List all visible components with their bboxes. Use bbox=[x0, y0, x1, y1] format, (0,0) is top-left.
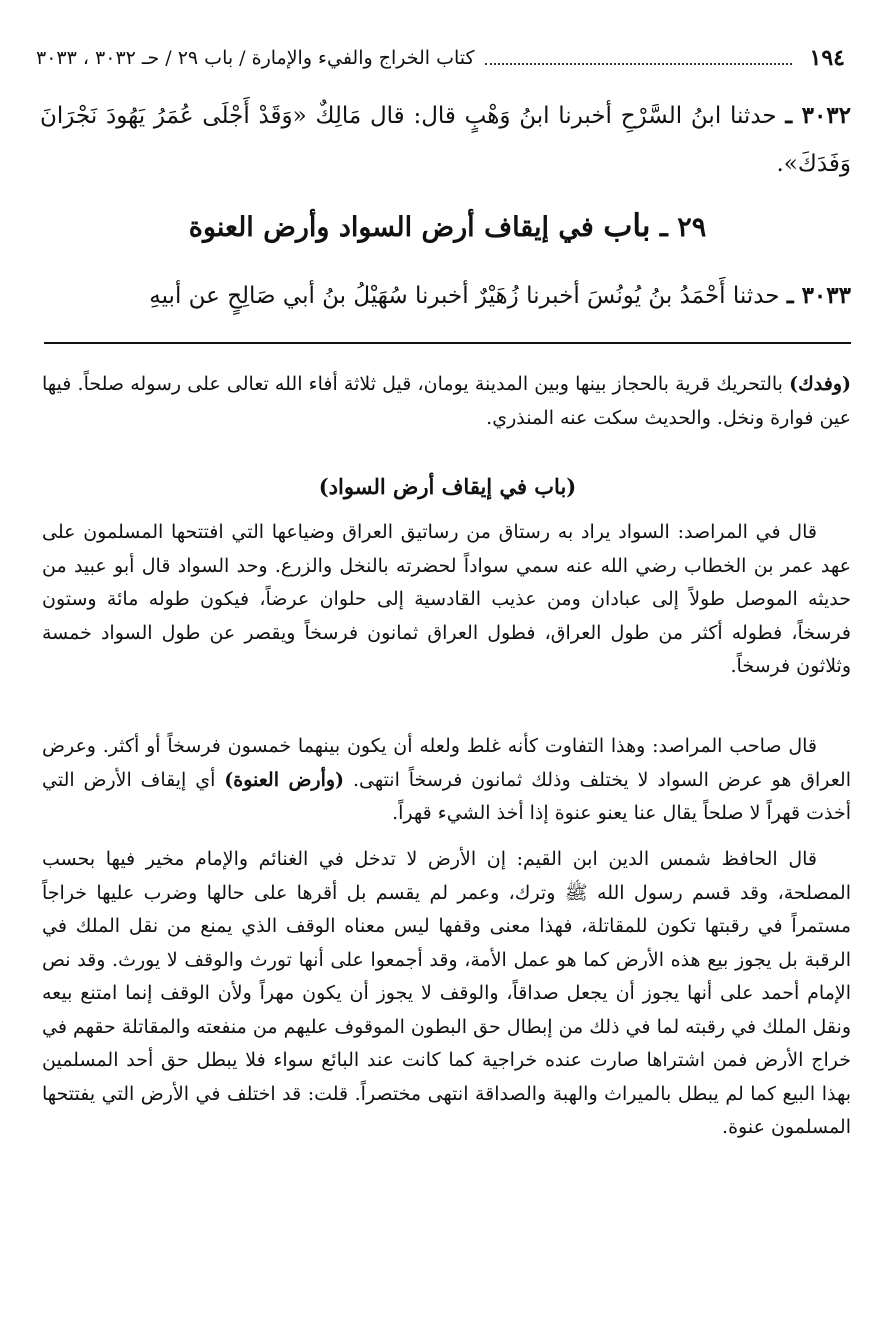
paragraph-tafawut-a: قال صاحب المراصد: وهذا التفاوت كأنه غلط ولعله أن يكون بينهما خمسون فرسخاً أو أكثر. وعرض العراق هو عرض السواد لا يختلف وذلك ثمانون فرسخاً انتهى. bbox=[42, 735, 851, 791]
commentary-ibn-qayyim bbox=[42, 843, 851, 1145]
header-title: كتاب الخراج والفيء والإمارة / باب ٢٩ / حـ ٣٠٣٢ ، ٣٠٣٣ bbox=[36, 47, 475, 69]
hadith-number: ٣٠٣٣ ـ bbox=[786, 282, 851, 309]
chapter-bab-word: باب bbox=[603, 208, 651, 244]
paragraph-sawad: قال في المراصد: السواد يراد به رستاق من رساتيق العراق وضياعها التي افتتحها المسلمون على عهد عمر بن الخطاب رضي الله عنه سمي سواداً لحضرته بالنخل والزرع. وحد السواد قال أبو عبيد من حديثه الموصل طولاً إلى عبادان ومن عذيب القادسية إلى حلوان عرضاً، فيكون طوله مائة وستون فرسخاً، فطوله أكثر من طول العراق، فطول العراق ثمانون فرسخاً ويقصر عن طول السواد خمسة وثلاثون فرسخاً. bbox=[42, 521, 851, 677]
commentary-sawad bbox=[42, 516, 851, 684]
fadak-text: بالتحريك قرية بالحجاز بينها وبين المدينة يومان، قيل ثلاثة أفاء الله تعالى على رسوله صلحاً. فيها عين فوارة ونخل. والحديث سكت عنه المنذري. bbox=[42, 373, 851, 429]
header-dot-leader bbox=[485, 63, 792, 65]
hadith-text: حدثنا ابنُ السَّرْحِ أخبرنا ابنُ وَهْبٍ قال: قال مَالِكٌ «وَقَدْ أَجْلَى عُمَرُ يَهُودَ نَجْرَانَ وَفَدَكَ». bbox=[40, 103, 851, 177]
hadith-number: ٣٠٣٢ ـ bbox=[785, 102, 852, 129]
commentary-sub-heading: (باب في إيقاف أرض السواد) bbox=[318, 474, 577, 499]
footnote-divider bbox=[44, 342, 851, 344]
fadak-term: (وفدك) bbox=[789, 373, 851, 395]
hadith-text: حدثنا أَحْمَدُ بنُ يُونُسَ أخبرنا زُهَيْرٌ أخبرنا سُهَيْلُ بنُ أبي صَالِحٍ عن أبيهِ bbox=[149, 283, 780, 309]
hadith-3033 bbox=[40, 272, 851, 320]
paragraph-tafawut-b: أي إيقاف الأرض التي أخذت قهراً لا صلحاً يقال عنا يعنو عنوة إذا أخذ الشيء قهراً. bbox=[42, 768, 851, 824]
paragraph-ibn-qayyim: قال الحافظ شمس الدين ابن القيم: إن الأرض لا تدخل في الغنائم والإمام مخير فيها بحسب المصلحة، وقد قسم رسول الله ﷺ وترك، وعمر لم يقسم بل أقرها على حالها وضرب عليها خراجاً مستمراً في رقبتها تكون للمقاتلة، فهذا معنى وقفها ليس معناه الوقف الذي يمنع من نقل الملك في الرقبة بل يجوز بيع هذه الأرض كما هو عمل الأمة، وقد أجمعوا على أنها تورث والوقف لا يورث. وقد نص الإمام أحمد على أنها يجوز أن يجعل صداقاً، والوقف لا يجوز أن يكون مهراً ولأن الوقف إنما امتنع بيعه ونقل الملك في رقبته لما في ذلك من إبطال حق البطون الموقوف عليهم من منفعته والمقاتلة حقهم في خراج الأرض فمن اشتراها صارت عنده خراجية كما كانت عند البائع سواء فلا يبطل حق أحد المسلمين بهذا البيع كما لم يبطل بالميراث والهبة والصداقة انتهى مختصراً. قلت: قد اختلف في الأرض التي يفتتحها المسلمون عنوة. bbox=[42, 848, 851, 1138]
commentary-fadak bbox=[42, 368, 851, 435]
running-header bbox=[36, 40, 845, 76]
page-number: ١٩٤ bbox=[809, 45, 845, 71]
commentary-tafawut bbox=[42, 730, 851, 831]
chapter-heading bbox=[40, 208, 855, 244]
chapter-number: ٢٩ ـ bbox=[659, 212, 707, 243]
chapter-title: في إيقاف أرض السواد وأرض العنوة bbox=[188, 212, 594, 243]
anwa-term: (وأرض العنوة) bbox=[224, 768, 345, 791]
hadith-3032 bbox=[40, 92, 851, 188]
